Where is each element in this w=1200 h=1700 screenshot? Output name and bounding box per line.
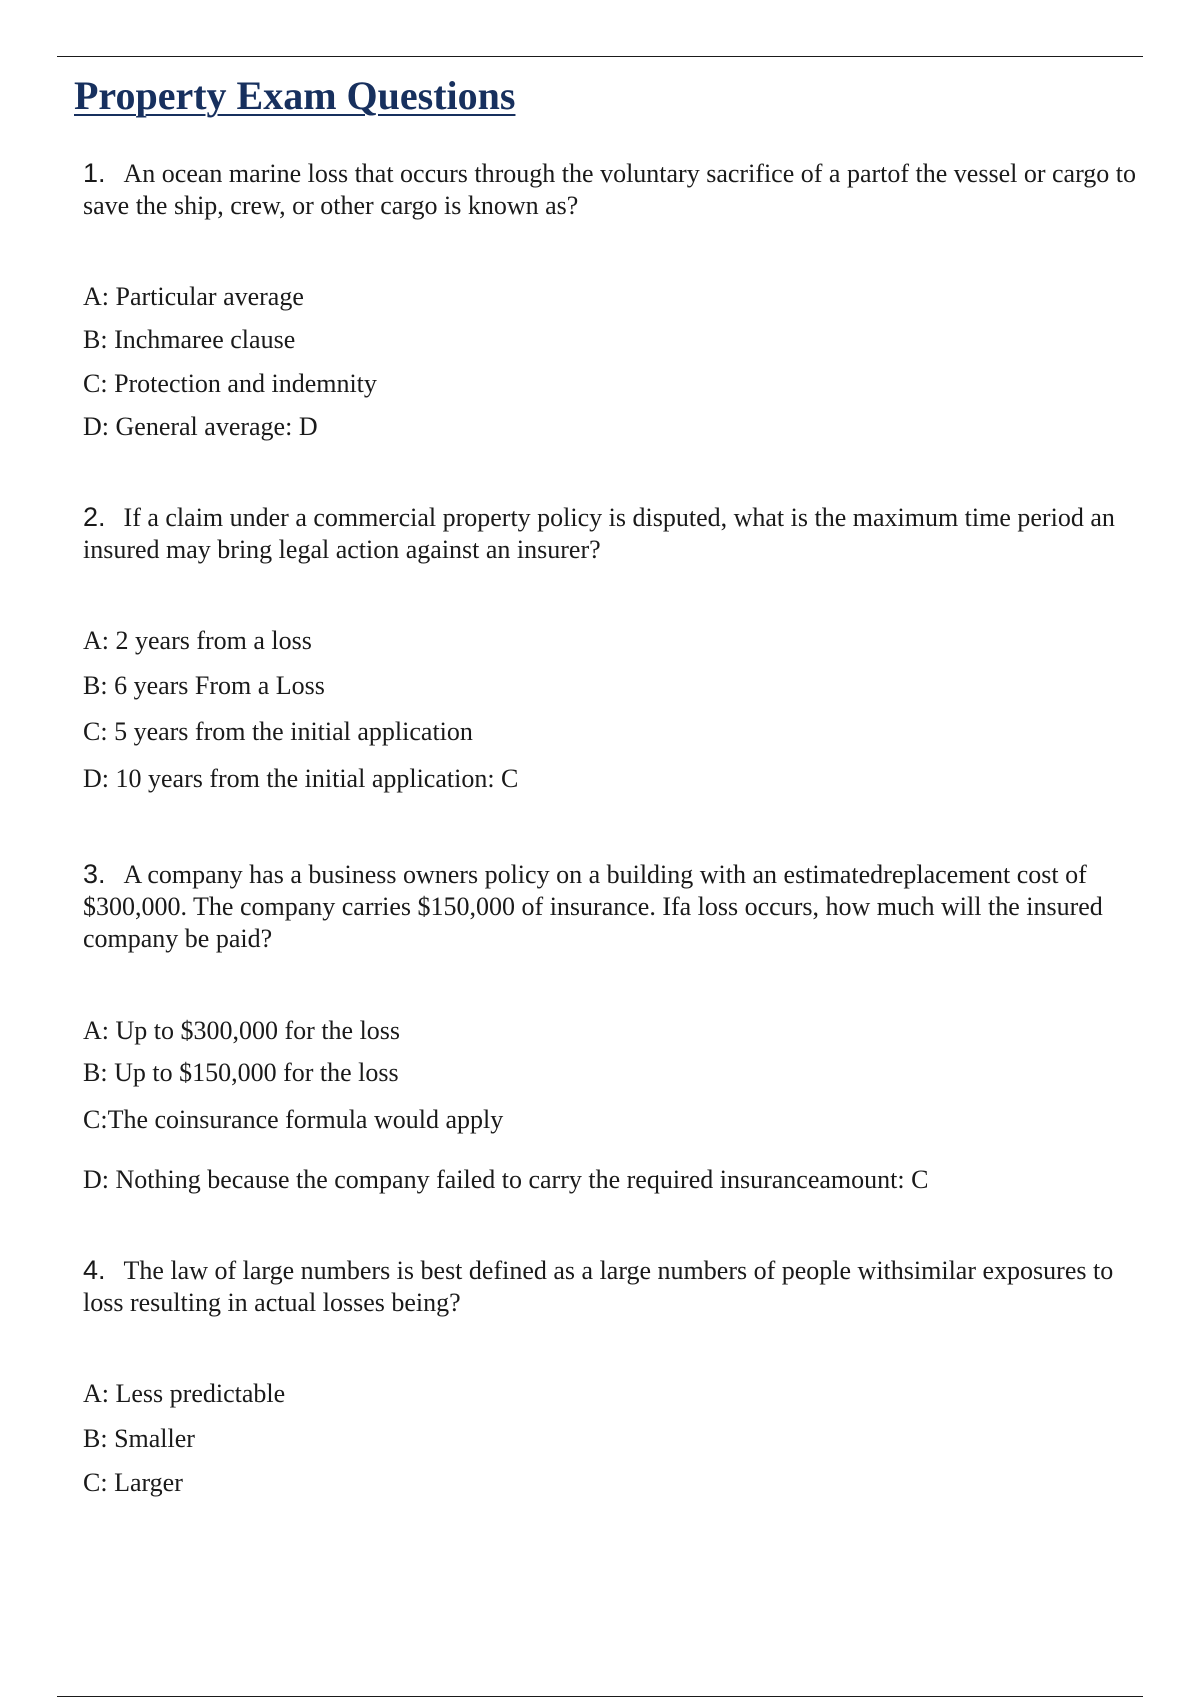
option-1d: D: General average: D <box>83 412 318 441</box>
question-1 <box>83 157 1148 222</box>
question-number: 3. <box>83 859 106 889</box>
option-2a: A: 2 years from a loss <box>83 626 312 655</box>
option-4a: A: Less predictable <box>83 1379 286 1408</box>
option-3b: B: Up to $150,000 for the loss <box>83 1058 399 1087</box>
question-4 <box>83 1254 1148 1319</box>
option-4c: C: Larger <box>83 1468 183 1497</box>
option-2d: D: 10 years from the initial application: C <box>83 764 519 793</box>
top-rule <box>57 56 1143 57</box>
option-1a: A: Particular average <box>83 282 304 311</box>
option-1b: B: Inchmaree clause <box>83 325 296 354</box>
question-number: 4. <box>83 1255 106 1285</box>
question-text: A company has a business owners policy on a building with an estimatedreplacement cost of $300,000. The company carries $150,000 of insurance. Ifa loss occurs, how much will the insured company be paid? <box>83 860 1103 953</box>
option-4b: B: Smaller <box>83 1424 195 1453</box>
bottom-rule <box>57 1696 1143 1697</box>
question-text: If a claim under a commercial property policy is disputed, what is the maximum time period an insured may bring legal action against an insurer? <box>83 503 1115 564</box>
question-text: An ocean marine loss that occurs through the voluntary sacrifice of a partof the vessel or cargo to save the ship, crew, or other cargo is known as? <box>83 159 1136 220</box>
option-2c: C: 5 years from the initial application <box>83 717 473 746</box>
question-3 <box>83 858 1148 955</box>
question-number: 1. <box>83 158 106 188</box>
question-2 <box>83 501 1148 566</box>
question-number: 2. <box>83 502 106 532</box>
option-3c: C:The coinsurance formula would apply <box>83 1105 504 1134</box>
page-title: Property Exam Questions <box>74 73 516 118</box>
question-text: The law of large numbers is best defined as a large numbers of people withsimilar exposures to loss resulting in actual losses being? <box>83 1256 1114 1317</box>
option-3d: D: Nothing because the company failed to carry the required insuranceamount: C <box>83 1165 929 1194</box>
option-1c: C: Protection and indemnity <box>83 369 377 398</box>
option-2b: B: 6 years From a Loss <box>83 671 325 700</box>
option-3a: A: Up to $300,000 for the loss <box>83 1016 401 1045</box>
